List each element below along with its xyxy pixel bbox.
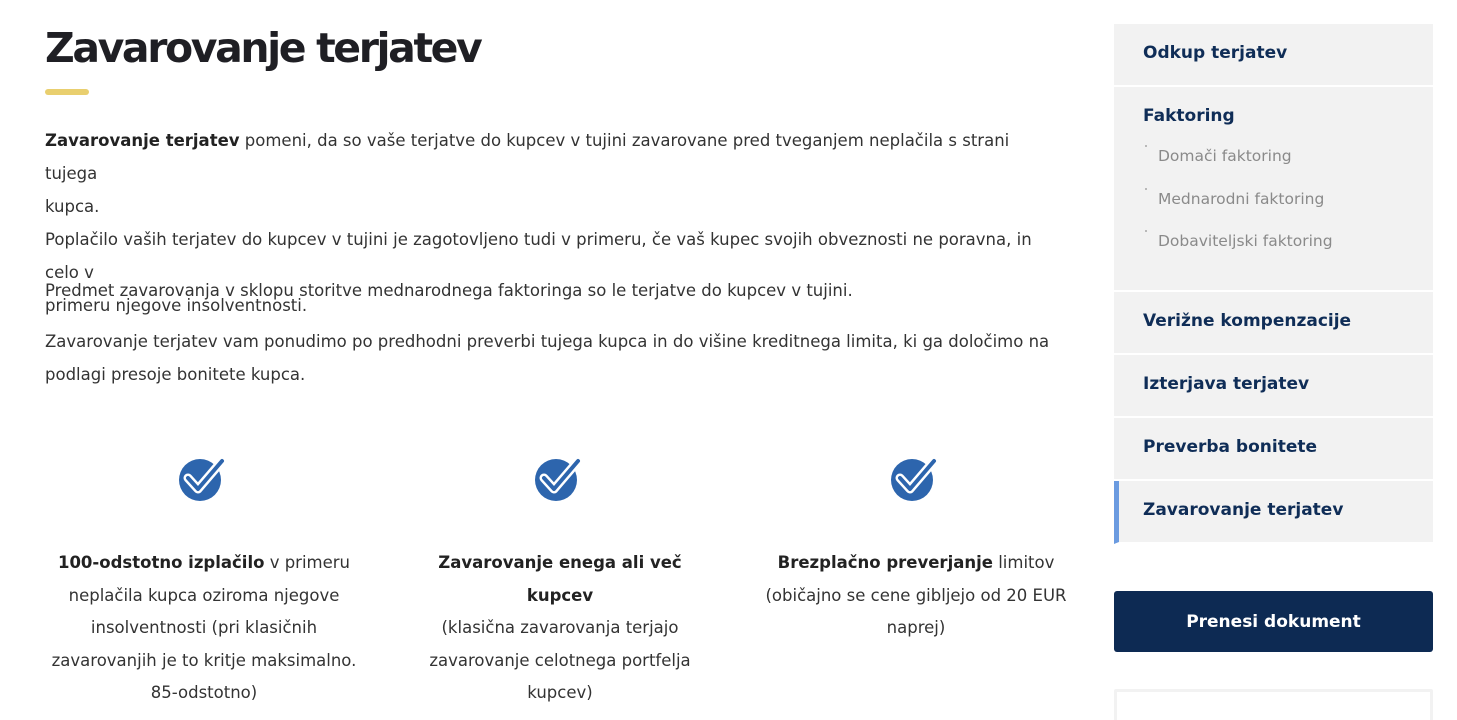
page-title: Zavarovanje terjatev bbox=[45, 24, 481, 72]
intro-text-2: kupca. bbox=[45, 197, 100, 216]
sidebar-item-label[interactable]: Faktoring bbox=[1143, 106, 1235, 126]
sidebar-nav bbox=[1114, 24, 1433, 544]
offer-text-1: Zavarovanje terjatev vam ponudimo po predhodni preverbi tujega kupca in do višine kreditnega limita, ki ga določimo na bbox=[45, 332, 1050, 351]
feature-multi-buyer bbox=[395, 455, 725, 710]
offer-text-2: podlagi presoje bonitete kupca. bbox=[45, 365, 306, 384]
feature-text bbox=[39, 547, 369, 710]
check-circle-icon bbox=[178, 455, 230, 503]
feature-text bbox=[751, 547, 1081, 645]
feature-bold: Brezplačno preverjanje bbox=[777, 553, 993, 572]
feature-full-payout bbox=[39, 455, 369, 710]
sidebar-item-zavarovanje-terjatev[interactable] bbox=[1114, 481, 1433, 544]
feature-free-check bbox=[751, 455, 1081, 645]
sidebar-item-label: Preverba bonitete bbox=[1143, 437, 1318, 457]
feature-bold: Zavarovanje enega ali več kupcev bbox=[438, 553, 682, 605]
intro-text-3: Poplačilo vaših terjatev do kupcev v tujini je zagotovljeno tudi v primeru, če vaš kupec svojih obveznosti ne poravna, in celo v bbox=[45, 230, 1032, 282]
sidebar-item-label: Verižne kompenzacije bbox=[1143, 311, 1352, 331]
sidebar-item-odkup-terjatev[interactable] bbox=[1114, 24, 1433, 87]
intro-text-4: primeru njegove insolventnosti. bbox=[45, 296, 308, 315]
sidebar-item-label: Izterjava terjatev bbox=[1143, 374, 1310, 394]
sidebar-item-label: Zavarovanje terjatev bbox=[1143, 500, 1344, 520]
feature-bold: 100-odstotno izplačilo bbox=[57, 553, 265, 572]
sidebar-subitem-dobaviteljski-faktoring[interactable]: Dobaviteljski faktoring bbox=[1114, 231, 1433, 274]
sidebar-item-preverba-bonitete[interactable] bbox=[1114, 418, 1433, 481]
check-circle-icon bbox=[890, 455, 942, 503]
sidebar-subitem-mednarodni-faktoring[interactable]: Mednarodni faktoring bbox=[1114, 189, 1433, 232]
sidebar-item-faktoring bbox=[1114, 87, 1433, 292]
check-circle-icon bbox=[534, 455, 586, 503]
sidebar-item-verizne-kompenzacije[interactable] bbox=[1114, 292, 1433, 355]
feature-rest: limitov (običajno se cene gibljejo od 20 EUR naprej) bbox=[765, 553, 1067, 637]
sidebar-widget-box bbox=[1114, 689, 1433, 720]
feature-rest: v primeru neplačila kupca oziroma njegove insolventnosti (pri klasičnih zavarovanjih je to kritje maksimalno. 85-odstotno) bbox=[51, 553, 357, 702]
intro-text-1: pomeni, da so vaše terjatve do kupcev v tujini zavarovane pred tveganjem neplačila s strani tujega bbox=[45, 131, 1010, 183]
intro-bold: Zavarovanje terjatev bbox=[45, 131, 240, 150]
feature-list bbox=[45, 455, 1075, 720]
sidebar-item-izterjava-terjatev[interactable] bbox=[1114, 355, 1433, 418]
feature-rest: (klasična zavarovanja terjajo zavarovanje celotnega portfelja kupcev) bbox=[429, 618, 691, 702]
title-underline bbox=[45, 89, 89, 95]
subject-paragraph: Predmet zavarovanja v sklopu storitve mednarodnega faktoringa so le terjatve do kupcev v tujini. bbox=[45, 281, 853, 300]
download-document-button[interactable]: Prenesi dokument bbox=[1114, 591, 1433, 652]
sidebar-item-label: Odkup terjatev bbox=[1143, 43, 1288, 63]
feature-text bbox=[395, 547, 725, 710]
sidebar-subitem-domaci-faktoring[interactable]: Domači faktoring bbox=[1114, 146, 1433, 189]
faktoring-submenu bbox=[1114, 146, 1433, 274]
offer-paragraph bbox=[45, 325, 1055, 391]
